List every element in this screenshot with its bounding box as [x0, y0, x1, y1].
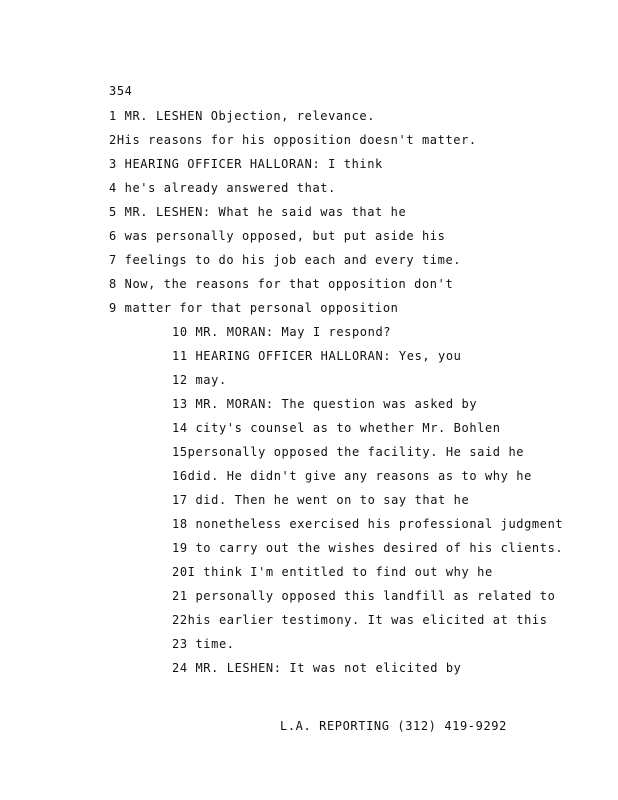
- page-number: 354: [109, 84, 133, 98]
- transcript-line: 16did. He didn't give any reasons as to why he: [172, 469, 532, 483]
- transcript-line: 3 HEARING OFFICER HALLORAN: I think: [109, 157, 383, 171]
- transcript-line: 18 nonetheless exercised his professional judgment: [172, 517, 564, 531]
- transcript-line: 22his earlier testimony. It was elicited at this: [172, 613, 548, 627]
- transcript-line: 20I think I'm entitled to find out why he: [172, 565, 493, 579]
- transcript-line: 17 did. Then he went on to say that he: [172, 493, 470, 507]
- transcript-line: 9 matter for that personal opposition: [109, 301, 399, 315]
- transcript-line: 10 MR. MORAN: May I respond?: [172, 325, 392, 339]
- transcript-line: 5 MR. LESHEN: What he said was that he: [109, 205, 407, 219]
- transcript-line: 21 personally opposed this landfill as related to: [172, 589, 556, 603]
- transcript-line: 14 city's counsel as to whether Mr. Bohlen: [172, 421, 501, 435]
- transcript-line: 13 MR. MORAN: The question was asked by: [172, 397, 478, 411]
- transcript-line: 11 HEARING OFFICER HALLORAN: Yes, you: [172, 349, 462, 363]
- transcript-line: 6 was personally opposed, but put aside his: [109, 229, 446, 243]
- transcript-line: 7 feelings to do his job each and every time.: [109, 253, 462, 267]
- transcript-line: 15personally opposed the facility. He said he: [172, 445, 525, 459]
- transcript-line: 2His reasons for his opposition doesn't matter.: [109, 133, 477, 147]
- transcript-line: 12 may.: [172, 373, 227, 387]
- transcript-line: 24 MR. LESHEN: It was not elicited by: [172, 661, 462, 675]
- transcript-line: 23 time.: [172, 637, 235, 651]
- transcript-line: 19 to carry out the wishes desired of his clients.: [172, 541, 564, 555]
- transcript-line: 8 Now, the reasons for that opposition don't: [109, 277, 454, 291]
- transcript-line: 4 he's already answered that.: [109, 181, 336, 195]
- reporter-footer: L.A. REPORTING (312) 419-9292: [280, 719, 507, 733]
- transcript-line: 1 MR. LESHEN Objection, relevance.: [109, 109, 376, 123]
